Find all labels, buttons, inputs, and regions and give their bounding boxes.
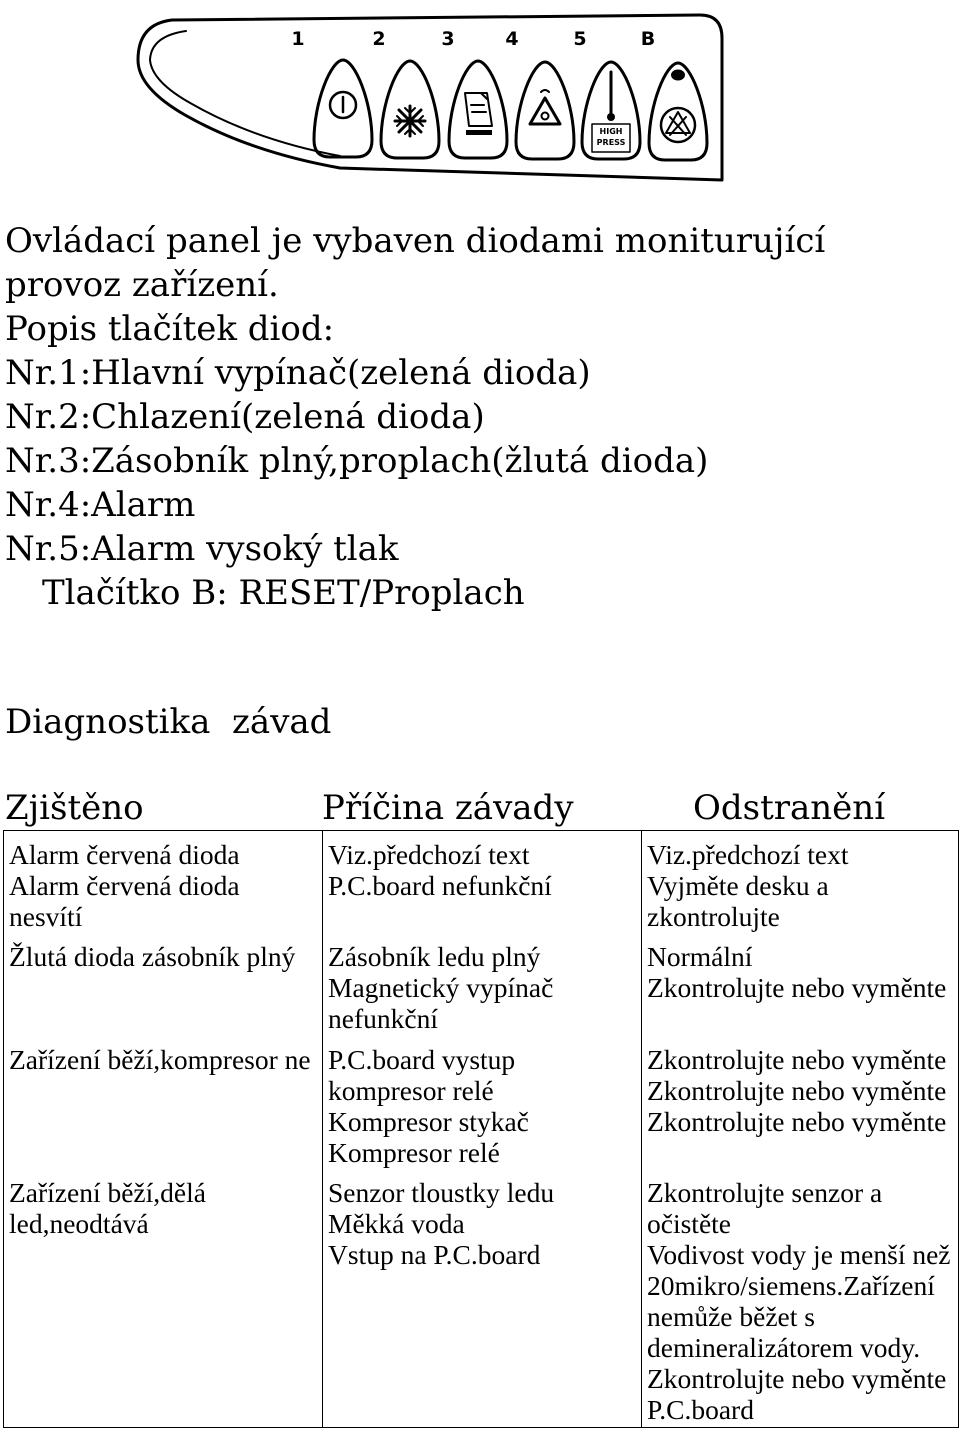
cell-line: Zkontrolujte senzor a [647,1177,883,1208]
cell-line: Viz.předchozí text [328,838,530,870]
intro-line: Nr.3:Zásobník plný,proplach(žlutá dioda) [5,441,709,481]
table-cell-symptom [4,934,323,1037]
high-press-label-line-2: PRESS [596,138,626,147]
cell-line: Zařízení běží,dělá [9,1177,206,1208]
reset-crossed-triangle-icon [661,108,695,142]
table-cell-remedy [642,934,958,1037]
column-header-remedy: Odstranění [693,788,886,828]
cell-line: nefunkční [328,1003,438,1034]
panel-inner-outline [150,31,340,156]
intro-line: Nr.1:Hlavní vypínač(zelená dioda) [5,353,591,393]
cell-line: Zkontrolujte nebo vyměnte [647,1074,947,1106]
cell-line: 20mikro/siemens.Zařízení [647,1270,935,1301]
panel-number-4: 4 [505,28,519,50]
cell-line: Zásobník ledu plný [328,941,541,972]
table-cell-symptom [4,1036,323,1170]
cell-line: P.C.board [647,1394,754,1425]
high-press-label-line-1: HIGH [599,127,623,136]
table-cell-symptom [4,1170,323,1428]
panel-button-b [649,63,707,160]
cell-line: zkontrolujte [647,900,780,932]
cell-line: Žlutá dioda zásobník plný [9,941,296,972]
table-cell-cause [323,934,642,1037]
cell-line: nesvítí [9,900,83,932]
cell-line: Alarm červená dioda [9,869,240,901]
table-cell-remedy [642,1036,958,1170]
panel-number-b: B [640,28,656,50]
intro-line: Nr.5:Alarm vysoký tlak [5,529,399,569]
intro-line: provoz zařízení. [5,265,279,305]
cell-line: led,neodtává [9,1208,149,1239]
cell-line: očistěte [647,1208,731,1239]
cell-line: Zkontrolujte nebo vyměnte [647,1105,947,1137]
indicator-dot-icon [671,70,685,81]
cell-line: P.C.board nefunkční [328,869,552,901]
panel-description [5,219,825,615]
cell-line: Zkontrolujte nebo vyměnte [647,1043,947,1075]
cell-line: Měkká voda [328,1208,465,1239]
cell-line: Vodivost vody je menší než [647,1239,951,1270]
panel-button-1 [314,60,372,157]
table-cell-cause [323,831,642,934]
cell-line: Alarm červená dioda [9,838,240,870]
cell-line: Magnetický vypínač [328,972,554,1003]
panel-button-2 [381,61,439,158]
cell-line: Vyjměte desku a [647,869,829,901]
section-title: Diagnostika závad [5,702,332,742]
cell-line: Senzor tloustky ledu [328,1177,555,1208]
diagnostics-table [3,830,959,1428]
panel-number-2: 2 [372,28,386,50]
cell-line: Zkontrolujte nebo vyměnte [647,972,947,1003]
panel-number-1: 1 [291,28,305,50]
intro-line: Nr.2:Chlazení(zelená dioda) [5,397,485,437]
cell-line: Kompresor relé [328,1136,500,1168]
cell-line: Kompresor stykač [328,1105,529,1137]
panel-button-4 [516,62,574,159]
column-header-symptom: Zjištěno [5,788,144,828]
column-header-cause: Příčina závady [322,788,574,828]
intro-line: Popis tlačítek diod: [5,309,335,349]
power-icon [330,92,356,118]
panel-number-3: 3 [441,28,455,50]
cell-line: P.C.board vystup [328,1043,516,1075]
intro-line: Ovládací panel je vybaven diodami moniturující [5,221,826,261]
intro-line: Tlačítko B: RESET/Proplach [42,573,525,613]
table-cell-cause [323,1036,642,1170]
cell-line: demineralizátorem vody. [647,1332,921,1363]
table-cell-symptom [4,831,323,934]
intro-line: Nr.4:Alarm [5,485,196,525]
cell-line: Normální [647,941,753,972]
table-cell-cause [323,1170,642,1428]
snowflake-icon [395,106,425,136]
control-panel-illustration [0,0,960,195]
cell-line: Zařízení běží,kompresor ne [9,1043,311,1075]
panel-button-3 [449,61,507,158]
cell-line: nemůže běžet s [647,1301,815,1332]
cell-line: Viz.předchozí text [647,838,849,870]
panel-number-5: 5 [573,28,587,50]
ice-bin-icon [465,93,492,135]
cell-line: Vstup na P.C.board [328,1239,541,1270]
cell-line: Zkontrolujte nebo vyměnte [647,1363,947,1394]
thermometer-icon [607,72,615,121]
table-cell-remedy [642,831,958,934]
table-cell-remedy [642,1170,958,1428]
alarm-triangle-icon [530,90,560,124]
cell-line: kompresor relé [328,1074,494,1106]
